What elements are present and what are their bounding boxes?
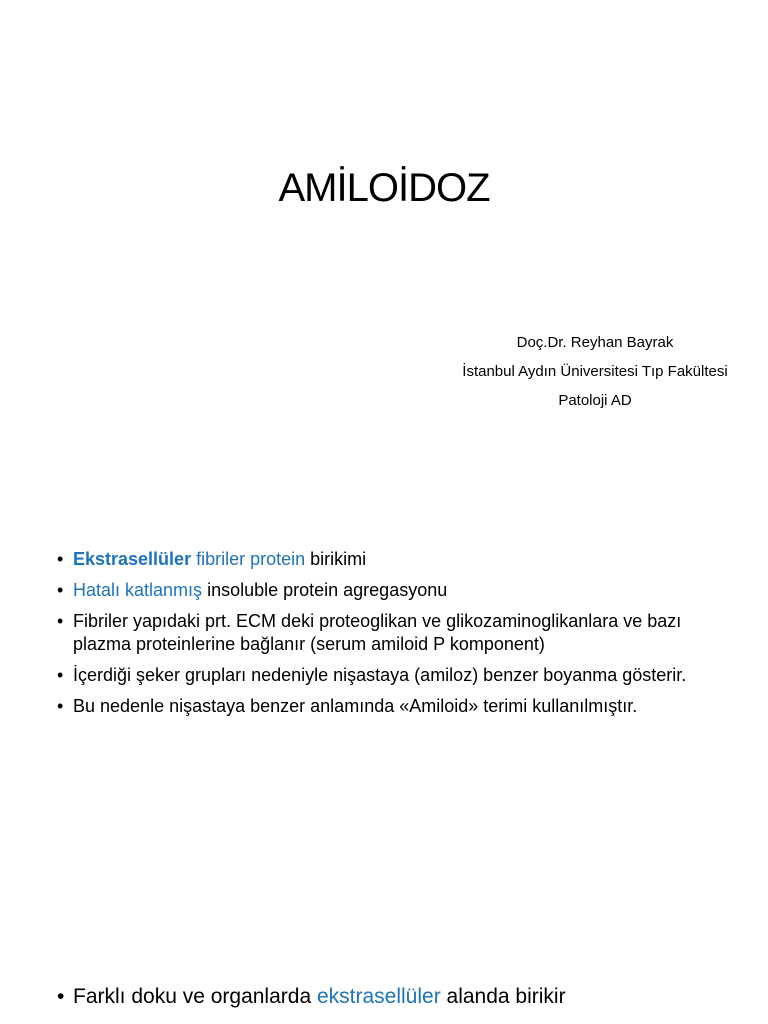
list-item [57,664,737,687]
next-slide-bullet-list [57,982,757,1012]
list-item [57,695,737,718]
bullet-text: birikimi [305,549,367,569]
highlight-term: Ekstrasellüler [73,549,192,569]
highlight-term: fibriler protein [191,549,306,569]
author-department: Patoloji AD [558,392,632,409]
highlight-term: Hatalı katlanmış [73,580,203,600]
bullet-text: Farklı doku ve organlarda [73,985,317,1008]
list-item [57,548,737,571]
slide-title: AMİLOİDOZ [278,166,490,210]
bullet-text: Fibriler yapıdaki prt. ECM deki proteoglikan ve glikozaminoglikanlara ve bazı plazma proteinlerine bağlanır (serum amiloid P komponent) [73,611,682,654]
highlight-term: ekstrasellüler [316,985,441,1008]
bullet-text: insoluble protein agregasyonu [202,580,448,600]
author-block [400,328,768,415]
bullet-text: İçerdiği şeker grupları nedeniyle nişastaya (amiloz) benzer boyanma gösterir. [73,665,687,685]
definition-bullet-list [57,548,737,726]
list-item [57,579,737,602]
author-affiliation: İstanbul Aydın Üniversitesi Tıp Fakültesi [462,363,728,380]
list-item [57,610,737,656]
list-item [57,982,757,1012]
bullet-text: alanda birikir [440,985,566,1008]
bullet-text: Bu nedenle nişastaya benzer anlamında «Amiloid» terimi kullanılmıştır. [73,696,638,716]
author-name: Doç.Dr. Reyhan Bayrak [516,334,674,351]
